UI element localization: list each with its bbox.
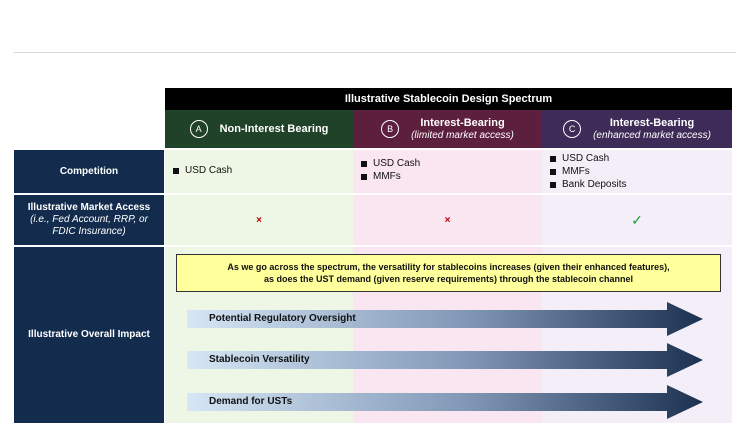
market-access-cell-c: [542, 195, 732, 245]
list-item: MMFs: [361, 170, 420, 183]
list-item: MMFs: [550, 165, 626, 178]
spectrum-title: Illustrative Stablecoin Design Spectrum: [165, 88, 732, 110]
column-title-c: Interest-Bearing: [609, 116, 695, 129]
arrow-label: Stablecoin Versatility: [209, 353, 310, 365]
divider-line: [14, 52, 736, 53]
callout-box: [176, 254, 721, 292]
list-item: USD Cash: [550, 152, 626, 165]
badge-b: B: [381, 120, 399, 138]
column-title-a: Non-Interest Bearing: [219, 122, 329, 135]
row-label-competition: Competition: [59, 165, 119, 177]
badge-a: A: [190, 120, 208, 138]
column-header-b: [353, 110, 542, 148]
competition-cell-c: [542, 150, 732, 193]
arrow-label: Demand for USTs: [209, 395, 293, 407]
arrow-demand-for-usts: [187, 385, 703, 415]
arrow-label: Potential Regulatory Oversight: [209, 312, 356, 324]
list-item: USD Cash: [361, 157, 420, 170]
row-header-competition: [14, 150, 164, 193]
column-title-b: Interest-Bearing: [420, 116, 505, 129]
row-label-impact: Illustrative Overall Impact: [28, 329, 150, 340]
column-subtitle-b: (limited market access): [411, 129, 514, 141]
competition-cell-a: [165, 150, 353, 193]
list-item: USD Cash: [173, 164, 232, 177]
badge-c: C: [563, 120, 581, 138]
arrow-stablecoin-versatility: [187, 343, 703, 373]
callout-line-2: as does the UST demand (given reserve requirements) through the stablecoin channel: [263, 274, 634, 284]
column-header-a: [165, 110, 353, 148]
market-access-cell-a: [165, 195, 353, 245]
check-icon: ✓: [631, 211, 643, 228]
row-sublabel-2: FDIC Insurance): [52, 226, 126, 237]
row-label-market-access: Illustrative Market Access: [27, 202, 151, 213]
row-header-market-access: [14, 195, 164, 245]
market-access-cell-b: [353, 195, 542, 245]
row-header-impact: [14, 247, 164, 423]
callout-line-1: As we go across the spectrum, the versatility for stablecoins increases (given their enhanced features),: [227, 262, 670, 272]
arrow-regulatory-oversight: [187, 302, 703, 332]
column-subtitle-c: (enhanced market access): [593, 129, 711, 141]
cross-icon: ×: [444, 214, 451, 226]
row-sublabel-1: (i.e., Fed Account, RRP, or: [30, 214, 148, 225]
competition-cell-b: [353, 150, 542, 193]
list-item: Bank Deposits: [550, 178, 626, 191]
column-header-c: [542, 110, 732, 148]
cross-icon: ×: [256, 214, 262, 226]
